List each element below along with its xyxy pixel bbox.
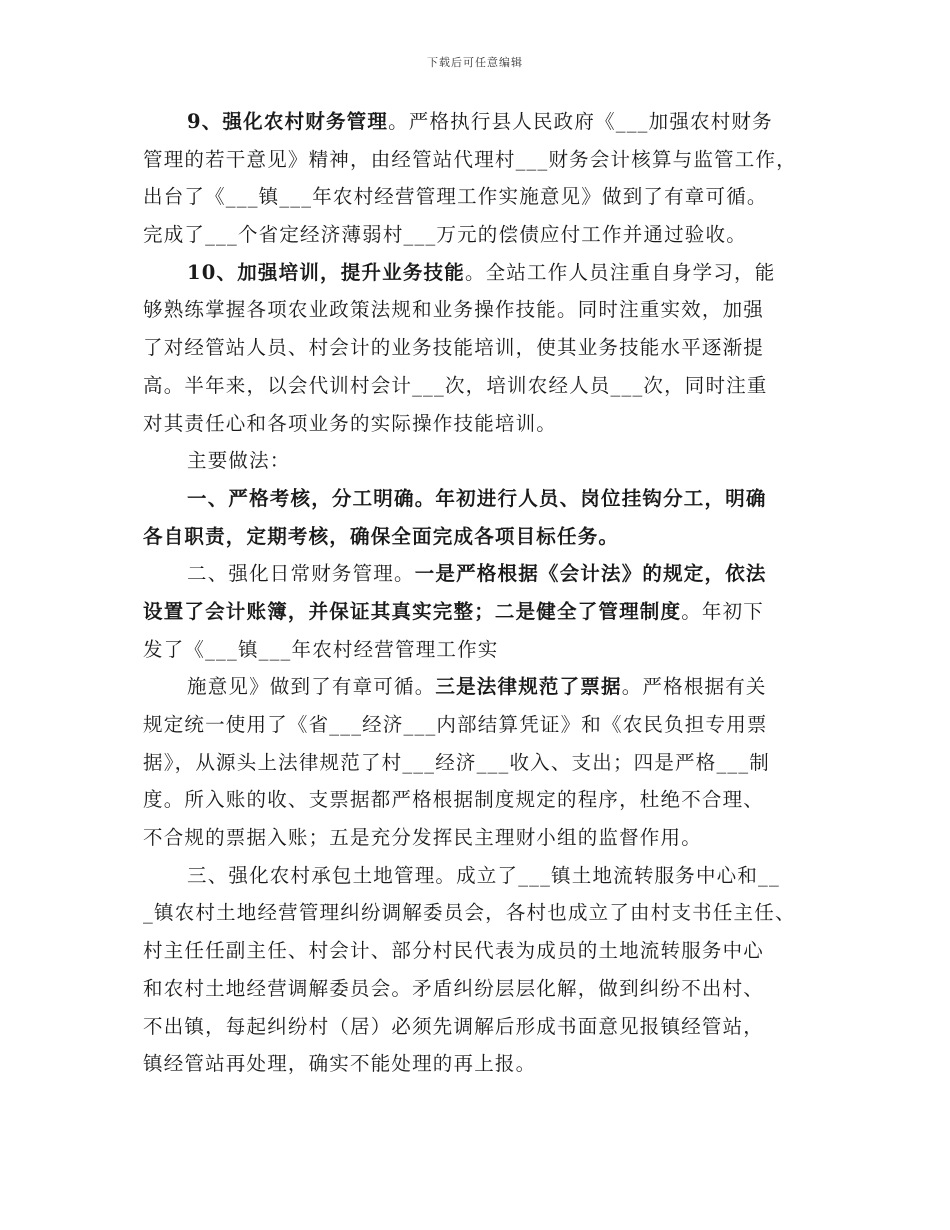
text-line (143, 291, 811, 329)
text-segment: 。全站工作人员注重自身学习，能 (464, 260, 776, 284)
text-segment: 不合规的票据入账；五是充分发挥民主理财小组的监督作用。 (143, 826, 702, 850)
text-segment: 出台了《___镇___年农村经营管理工作实施意见》做到了有章可循。 (143, 185, 768, 209)
text-segment: 高。半年来，以会代训村会计___次，培训农经人员___次，同时注重 (143, 373, 768, 397)
text-line (143, 593, 811, 631)
text-line (143, 894, 811, 932)
text-line (143, 405, 811, 443)
text-segment: 据》，从源头上法律规范了村___经济___收入、支出；四是严格___制 (143, 750, 771, 774)
text-segment: 不出镇，每起纠纷村（居）必须先调解后形成书面意见报镇经管站， (143, 1014, 765, 1038)
text-segment: 够熟练掌握各项农业政策法规和业务操作技能。同时注重实效，加强 (143, 298, 765, 322)
text-line (143, 819, 811, 857)
bold-text-segment: 各自职责，定期考核，确保全面完成各项目标任务。 (143, 524, 620, 548)
text-segment: 。严格根据有关 (621, 675, 767, 699)
text-segment: 主要做法： (187, 449, 291, 473)
text-segment: 三、强化农村承包土地管理。成立了___镇土地流转服务中心和__ (187, 863, 780, 887)
text-line (143, 329, 811, 367)
bold-text-segment: 设置了会计账簿，并保证其真实完整；二是健全了管理制度 (143, 599, 682, 623)
page-header: 下载后可任意编辑 (427, 56, 523, 69)
text-line (143, 555, 811, 593)
bold-text-segment: 一、严格考核，分工明确。年初进行人员、岗位挂钩分工，明确 (187, 486, 767, 510)
text-line (143, 857, 811, 895)
text-segment: 。年初下 (681, 599, 765, 623)
bold-text-segment: 三是法律规范了票据 (435, 675, 622, 699)
text-line (143, 216, 811, 254)
bold-text-segment: 一是严格根据《会计法》的规定，依法 (414, 562, 767, 586)
document-body (143, 103, 811, 1083)
text-line (143, 932, 811, 970)
text-segment: 和农村土地经营调解委员会。矛盾纠纷层层化解，做到纠纷不出村、 (143, 976, 765, 1000)
text-line (143, 744, 811, 782)
text-segment: 镇经管站再处理，确实不能处理的再上报。 (143, 1052, 537, 1076)
text-line (143, 970, 811, 1008)
text-segment: 二、强化日常财务管理。 (187, 562, 415, 586)
text-line (143, 254, 811, 292)
text-line (143, 178, 811, 216)
text-segment: 规定统一使用了《省___经济___内部结算凭证》和《农民负担专用票 (143, 713, 768, 736)
text-segment: 。严格执行县人民政府《___加强农村财务 (388, 110, 773, 133)
text-segment: 度。所入账的收、支票据都严格根据制度规定的程序，杜绝不合理、 (143, 788, 765, 812)
text-line (143, 367, 811, 405)
text-segment: 发了《___镇___年农村经营管理工作实 (143, 637, 499, 661)
text-line (143, 781, 811, 819)
text-line (143, 518, 811, 556)
text-line (143, 103, 811, 141)
text-segment: 完成了___个省定经济薄弱村___万元的偿债应付工作并通过验收。 (143, 223, 747, 247)
bold-text-segment: 10、加强培训，提升业务技能 (187, 260, 465, 284)
text-line (143, 1008, 811, 1046)
text-segment: _镇农村土地经营管理纠纷调解委员会，各村也成立了由村支书任主任、 (143, 901, 796, 925)
text-segment: 了对经管站人员、村会计的业务技能培训，使其业务技能水平逐渐提 (143, 336, 765, 360)
text-segment: 村主任任副主任、村会计、部分村民代表为成员的土地流转服务中心 (143, 939, 765, 963)
text-segment: 管理的若干意见》精神，由经管站代理村___财务会计核算与监管工作， (143, 147, 797, 171)
text-line (143, 1045, 811, 1083)
text-line (143, 442, 811, 480)
text-segment: 施意见》做到了有章可循。 (187, 675, 436, 699)
text-line (143, 141, 811, 179)
text-line (143, 706, 811, 744)
text-line (143, 668, 811, 706)
text-segment: 对其责任心和各项业务的实际操作技能培训。 (143, 411, 558, 435)
text-line (143, 480, 811, 518)
bold-text-segment: 9、强化农村财务管理 (187, 110, 389, 133)
text-line (143, 631, 811, 669)
